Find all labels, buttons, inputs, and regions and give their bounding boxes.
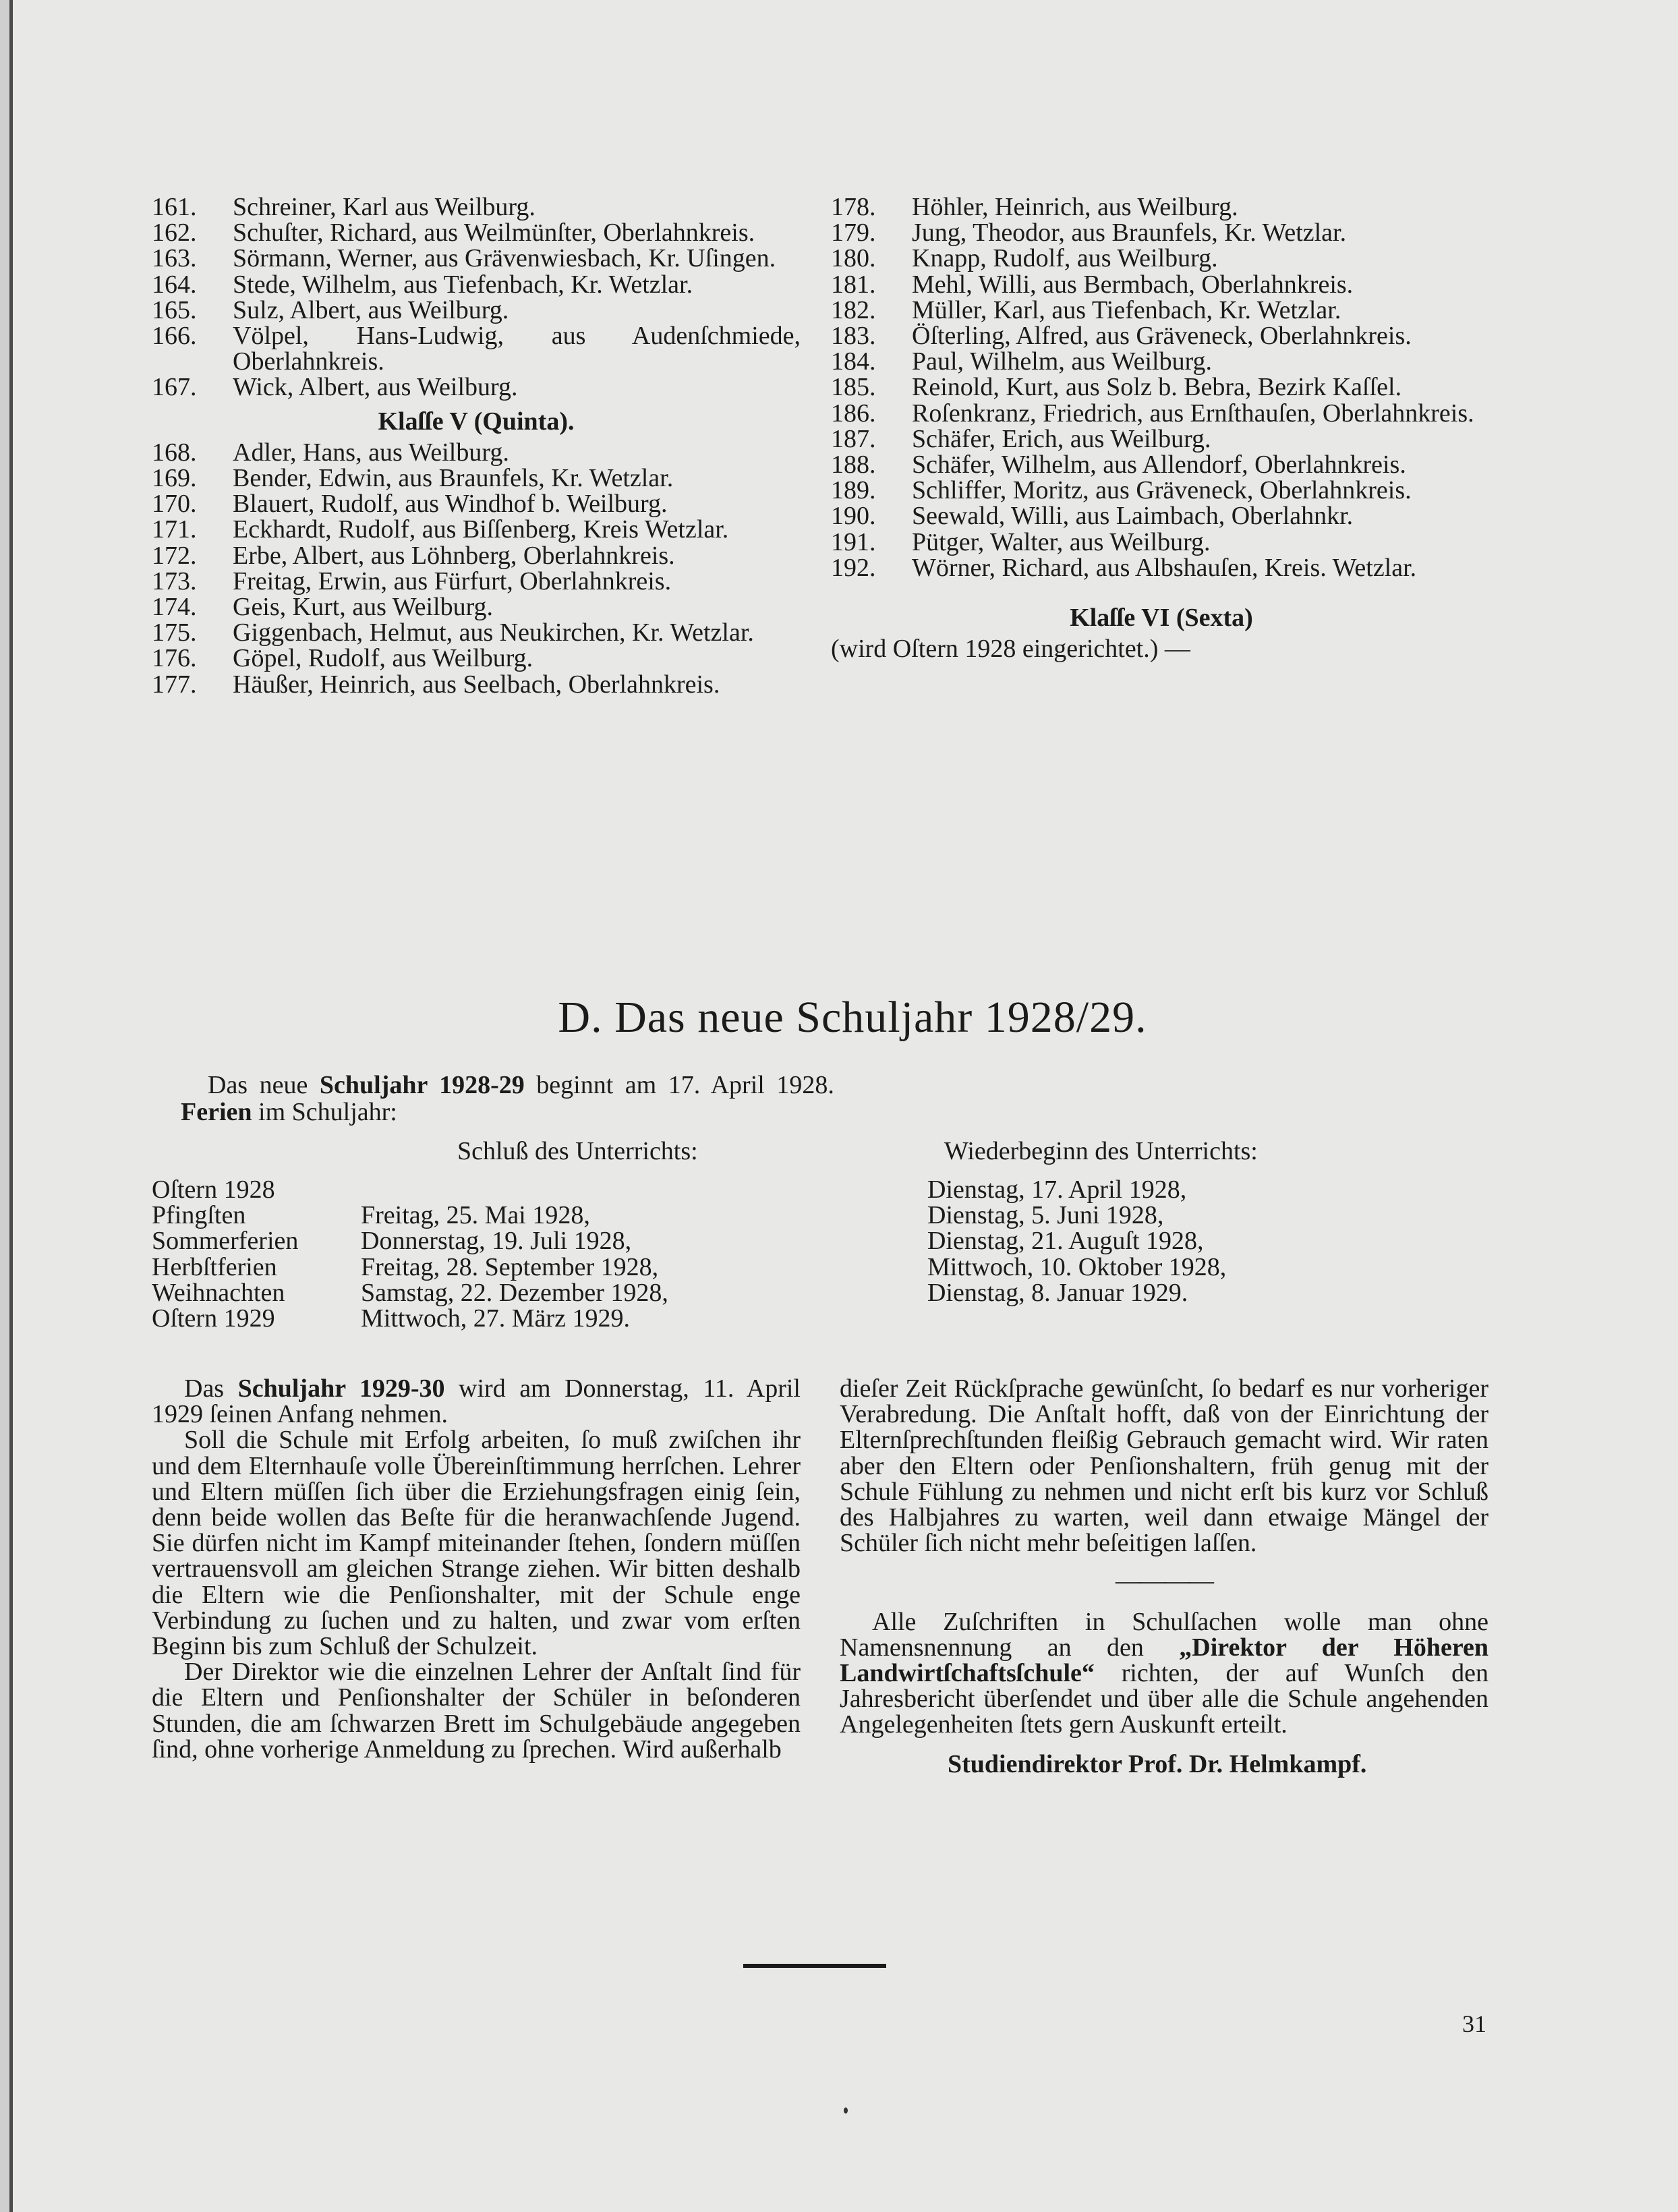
student-entry (831, 245, 1492, 271)
student-entry (152, 620, 801, 645)
klasse-vi-note: (wird Oſtern 1928 eingerichtet.) — (831, 635, 1190, 664)
holiday-row (152, 1306, 1467, 1331)
end-rule (743, 1964, 886, 1968)
holiday-schluss-date: Samstag, 22. Dezember 1928, (361, 1278, 668, 1307)
klasse-v-heading: Klaſſe V (Quinta). (378, 407, 575, 436)
bottom-right-text (840, 1376, 1488, 1777)
holiday-schluss-date (361, 1177, 927, 1202)
student-entry (831, 401, 1492, 426)
student-number: 179. (831, 219, 876, 248)
student-entry (152, 566, 801, 595)
student-name-origin: Schliffer, Moritz, aus Gräveneck, Oberlahnkreis. (912, 476, 1412, 505)
holiday-row (152, 1177, 1467, 1202)
student-number: 175. (152, 618, 197, 647)
holiday-schluss-date: Mittwoch, 27. März 1929. (361, 1304, 630, 1333)
student-entry (831, 194, 1492, 220)
paragraph-schuljahr-1929 (152, 1376, 801, 1427)
student-name-origin: Paul, Wilhelm, aus Weilburg. (912, 347, 1213, 376)
para-4-text-end: richten, der auf Wunſch den Jahresbericht überſendet und über alle die Schule angehenden Angelegenheiten ſtets gern Auskunft erteilt. (840, 1659, 1488, 1739)
student-name-origin: Geis, Kurt, aus Weilburg. (233, 593, 494, 622)
student-entry (831, 555, 1492, 581)
holiday-schluss-date: Freitag, 25. Mai 1928, (361, 1201, 590, 1230)
para-1-text-end: wird am Donnerstag, 11. April 1929 ſeinen Anfang nehmen. (152, 1374, 801, 1429)
right-student-column (831, 194, 1492, 662)
student-entry (831, 374, 1492, 400)
holiday-name: Oſtern 1928 (152, 1175, 275, 1204)
student-name-origin: Blauert, Rudolf, aus Windhof b. Weilburg. (233, 490, 668, 519)
student-name-origin: Knapp, Rudolf, aus Weilburg. (912, 244, 1218, 273)
student-name-origin: Schuſter, Richard, aus Weilmünſter, Oberlahnkreis. (233, 219, 755, 248)
student-entry (152, 194, 801, 220)
student-name-origin: Erbe, Albert, aus Löhnberg, Oberlahnkreis. (233, 541, 675, 570)
para-4-bold: „Direktor der Höheren Landwirtſchaftsſchule“ (840, 1633, 1489, 1688)
student-number: 189. (831, 476, 876, 505)
student-name-origin: Eckhardt, Rudolf, aus Biſſenberg, Kreis Wetzlar. (233, 515, 729, 544)
separator-dashes: ———— (1116, 1567, 1213, 1596)
student-entry (831, 297, 1492, 323)
section-heading-text: D. Das neue Schuljahr 1928/29. (558, 993, 1147, 1042)
student-number: 183. (831, 322, 876, 351)
student-entry (152, 465, 801, 491)
student-number: 171. (152, 515, 197, 544)
student-name-origin: Sulz, Albert, aus Weilburg. (233, 295, 509, 324)
student-number: 170. (152, 490, 197, 519)
holiday-wiederbeginn-date: Dienstag, 8. Januar 1929. (927, 1278, 1188, 1307)
student-entry (152, 323, 801, 374)
section-heading (0, 993, 1678, 1042)
student-entry (831, 477, 1492, 503)
student-name-origin: Stede, Wilhelm, aus Tiefenbach, Kr. Wetzlar. (233, 270, 693, 299)
holiday-wiederbeginn-date: Dienstag, 21. Auguſt 1928, (927, 1227, 1204, 1256)
ferien-label-bold: Ferien (181, 1098, 252, 1126)
student-list-klasse-iv-continued (152, 194, 801, 401)
student-name-origin: Müller, Karl, aus Tiefenbach, Kr. Wetzlar. (912, 295, 1341, 324)
student-name-origin: Schreiner, Karl aus Weilburg. (233, 193, 536, 221)
student-number: 192. (831, 553, 876, 582)
student-entry (152, 645, 801, 671)
student-number: 188. (831, 450, 876, 479)
holiday-name: Oſtern 1929 (152, 1304, 275, 1333)
student-name-origin: Roſenkranz, Friedrich, aus Ernſthauſen, Oberlahnkreis. (912, 399, 1474, 428)
holiday-wiederbeginn-date: Dienstag, 17. April 1928, (927, 1175, 1187, 1204)
student-name-origin: Bender, Edwin, aus Braunfels, Kr. Wetzlar. (233, 464, 674, 493)
student-name-origin: Sörmann, Werner, aus Grävenwiesbach, Kr. Uſingen. (233, 244, 776, 273)
wiederbeginn-header: Wiederbeginn des Unterrichts: (944, 1137, 1258, 1165)
paragraph-correspondence (840, 1609, 1488, 1738)
student-entry (152, 491, 801, 517)
student-entry (152, 374, 801, 400)
holiday-row (152, 1228, 1467, 1254)
student-number: 186. (831, 399, 876, 428)
student-entry (152, 297, 801, 323)
student-list-klasse-v-continued (831, 194, 1492, 581)
student-number: 172. (152, 541, 197, 570)
holiday-name: Herbſtferien (152, 1252, 277, 1281)
student-entry (831, 503, 1492, 529)
student-number: 180. (831, 244, 876, 273)
student-entry (831, 349, 1492, 374)
student-entry (831, 219, 1492, 248)
page-gutter (0, 0, 9, 2212)
student-entry (152, 543, 801, 569)
student-number: 169. (152, 464, 197, 493)
student-number: 190. (831, 502, 876, 531)
holiday-name: Pfingſten (152, 1201, 246, 1230)
student-number: 161. (152, 193, 197, 221)
holiday-wiederbeginn-date: Dienstag, 5. Juni 1928, (927, 1201, 1164, 1230)
holiday-table (152, 1177, 1467, 1331)
para-4-text: Alle Zuſchriften in Schulſachen wolle man ohne Namensnennung an den (840, 1607, 1488, 1662)
student-number: 173. (152, 566, 197, 595)
student-name-origin: Schäfer, Wilhelm, aus Allendorf, Oberlahnkreis. (912, 450, 1406, 479)
intro-text-end: beginnt am 17. April 1928. (524, 1071, 834, 1099)
intro-text: Das neue (208, 1071, 320, 1099)
page-number: 31 (1462, 2010, 1486, 2037)
student-entry (152, 245, 801, 271)
student-name-origin: Seewald, Willi, aus Laimbach, Oberlahnkr. (912, 502, 1354, 531)
student-number: 164. (152, 270, 197, 299)
student-number: 182. (831, 295, 876, 324)
left-student-column (152, 194, 801, 697)
student-number: 178. (831, 193, 876, 221)
student-entry (831, 452, 1492, 477)
para-1-bold: Schuljahr 1929-30 (237, 1374, 445, 1403)
student-entry (152, 517, 801, 542)
student-name-origin: Wick, Albert, aus Weilburg. (233, 373, 518, 402)
student-name-origin: Wörner, Richard, aus Albshauſen, Kreis. Wetzlar. (912, 553, 1417, 582)
student-name-origin: Mehl, Willi, aus Bermbach, Oberlahnkreis. (912, 270, 1354, 299)
student-entry (152, 219, 801, 248)
student-number: 162. (152, 219, 197, 248)
klasse-vi-heading: Klaſſe VI (Sexta) (1070, 604, 1253, 633)
bottom-left-text (152, 1376, 801, 1762)
student-entry (831, 323, 1492, 349)
holiday-wiederbeginn-date: Mittwoch, 10. Oktober 1928, (927, 1252, 1227, 1281)
student-number: 177. (152, 670, 197, 699)
student-entry (152, 440, 801, 465)
student-number: 163. (152, 244, 197, 273)
student-name-origin: Häußer, Heinrich, aus Seelbach, Oberlahnkreis. (233, 670, 720, 699)
student-number: 185. (831, 373, 876, 402)
paragraph-cooperation: Soll die Schule mit Erfolg arbeiten, ſo muß zwiſchen ihr und dem Elternhauſe volle Übereinſtimmung herrſchen. Lehrer und Eltern müſſen ſich über die Erziehungsfragen einig ſein, denn beide wollen das Beſte für die heranwachſende Jugend. Sie dürfen nicht im Kampf miteinander ſtehen, ſondern müſſen vertrauensvoll am gleichen Strange ziehen. Wir bitten deshalb die Eltern wie die Penſionshalter, mit der Schule enge Verbindung zu ſuchen und zu halten, und zwar vom erſten Beginn bis zum Schluß der Schulzeit. (152, 1426, 801, 1661)
intro-line (208, 1072, 1152, 1098)
student-number: 165. (152, 295, 197, 324)
ferien-label (181, 1099, 397, 1125)
student-name-origin: Adler, Hans, aus Weilburg. (233, 438, 509, 467)
student-entry (831, 426, 1492, 452)
holiday-name: Sommerferien (152, 1227, 299, 1256)
student-name-origin: Pütger, Walter, aus Weilburg. (912, 527, 1211, 556)
holiday-schluss-date: Freitag, 28. September 1928, (361, 1252, 659, 1281)
student-number: 176. (152, 644, 197, 673)
student-number: 184. (831, 347, 876, 376)
student-name-origin: Giggenbach, Helmut, aus Neukirchen, Kr. Wetzlar. (233, 618, 754, 647)
student-name-origin: Göpel, Rudolf, aus Weilburg. (233, 644, 533, 673)
paragraph-office-hours-end: dieſer Zeit Rückſprache gewünſcht, ſo bedarf es nur vorheriger Verabredung. Die Anſtalt hofft, daß von der Einrichtung der Elternſprechſtunden fleißig Gebrauch gemacht wird. Wir raten aber den Eltern oder Penſionshaltern, früh genug mit der Schule Fühlung zu nehmen und nicht erſt bis kurz vor Schluß des Halbjahres zu warten, weil dann etwaige Mängel der Schüler ſich nicht mehr beſeitigen laſſen. (840, 1374, 1488, 1558)
student-number: 166. (152, 322, 197, 351)
holiday-row (152, 1280, 1467, 1306)
student-list-klasse-v (152, 440, 801, 697)
student-entry (152, 272, 801, 297)
student-number: 181. (831, 270, 876, 299)
student-entry (831, 529, 1492, 555)
ferien-label-rest: im Schuljahr: (252, 1098, 397, 1126)
holiday-row (152, 1254, 1467, 1280)
student-name-origin: Jung, Theodor, aus Braunfels, Kr. Wetzlar. (912, 219, 1347, 248)
page-spine-edge (9, 0, 13, 2212)
student-name-origin: Völpel, Hans-Ludwig, aus Audenſchmiede, Oberlahnkreis. (233, 322, 801, 376)
holiday-row (152, 1202, 1467, 1228)
student-entry (831, 272, 1492, 297)
paper-speck (844, 2107, 848, 2114)
intro-bold: Schuljahr 1928-29 (319, 1071, 525, 1099)
student-name-origin: Höhler, Heinrich, aus Weilburg. (912, 193, 1238, 221)
student-name-origin: Reinold, Kurt, aus Solz b. Bebra, Bezirk Kaſſel. (912, 373, 1402, 402)
student-entry (152, 672, 801, 697)
student-number: 168. (152, 438, 197, 467)
student-number: 174. (152, 593, 197, 622)
student-number: 191. (831, 527, 876, 556)
schluss-header: Schluß des Unterrichts: (457, 1137, 698, 1165)
holiday-schluss-date: Donnerstag, 19. Juli 1928, (361, 1227, 632, 1256)
student-number: 167. (152, 373, 197, 402)
student-entry (152, 594, 801, 620)
holiday-name: Weihnachten (152, 1278, 285, 1307)
signature: Studiendirektor Prof. Dr. Helmkampf. (948, 1749, 1367, 1778)
student-number: 187. (831, 424, 876, 453)
student-name-origin: Öſterling, Alfred, aus Gräveneck, Oberlahnkreis. (912, 322, 1412, 351)
para-1-text: Das (184, 1374, 238, 1403)
paragraph-office-hours-start: Der Direktor wie die einzelnen Lehrer der Anſtalt ſind für die Eltern und Penſionshalter der Schüler in beſonderen Stunden, die am ſchwarzen Brett im Schulgebäude angegeben ſind, ohne vorherige Anmeldung zu ſprechen. Wird außerhalb (152, 1658, 801, 1764)
student-name-origin: Freitag, Erwin, aus Fürfurt, Oberlahnkreis. (233, 566, 672, 595)
student-name-origin: Schäfer, Erich, aus Weilburg. (912, 424, 1211, 453)
